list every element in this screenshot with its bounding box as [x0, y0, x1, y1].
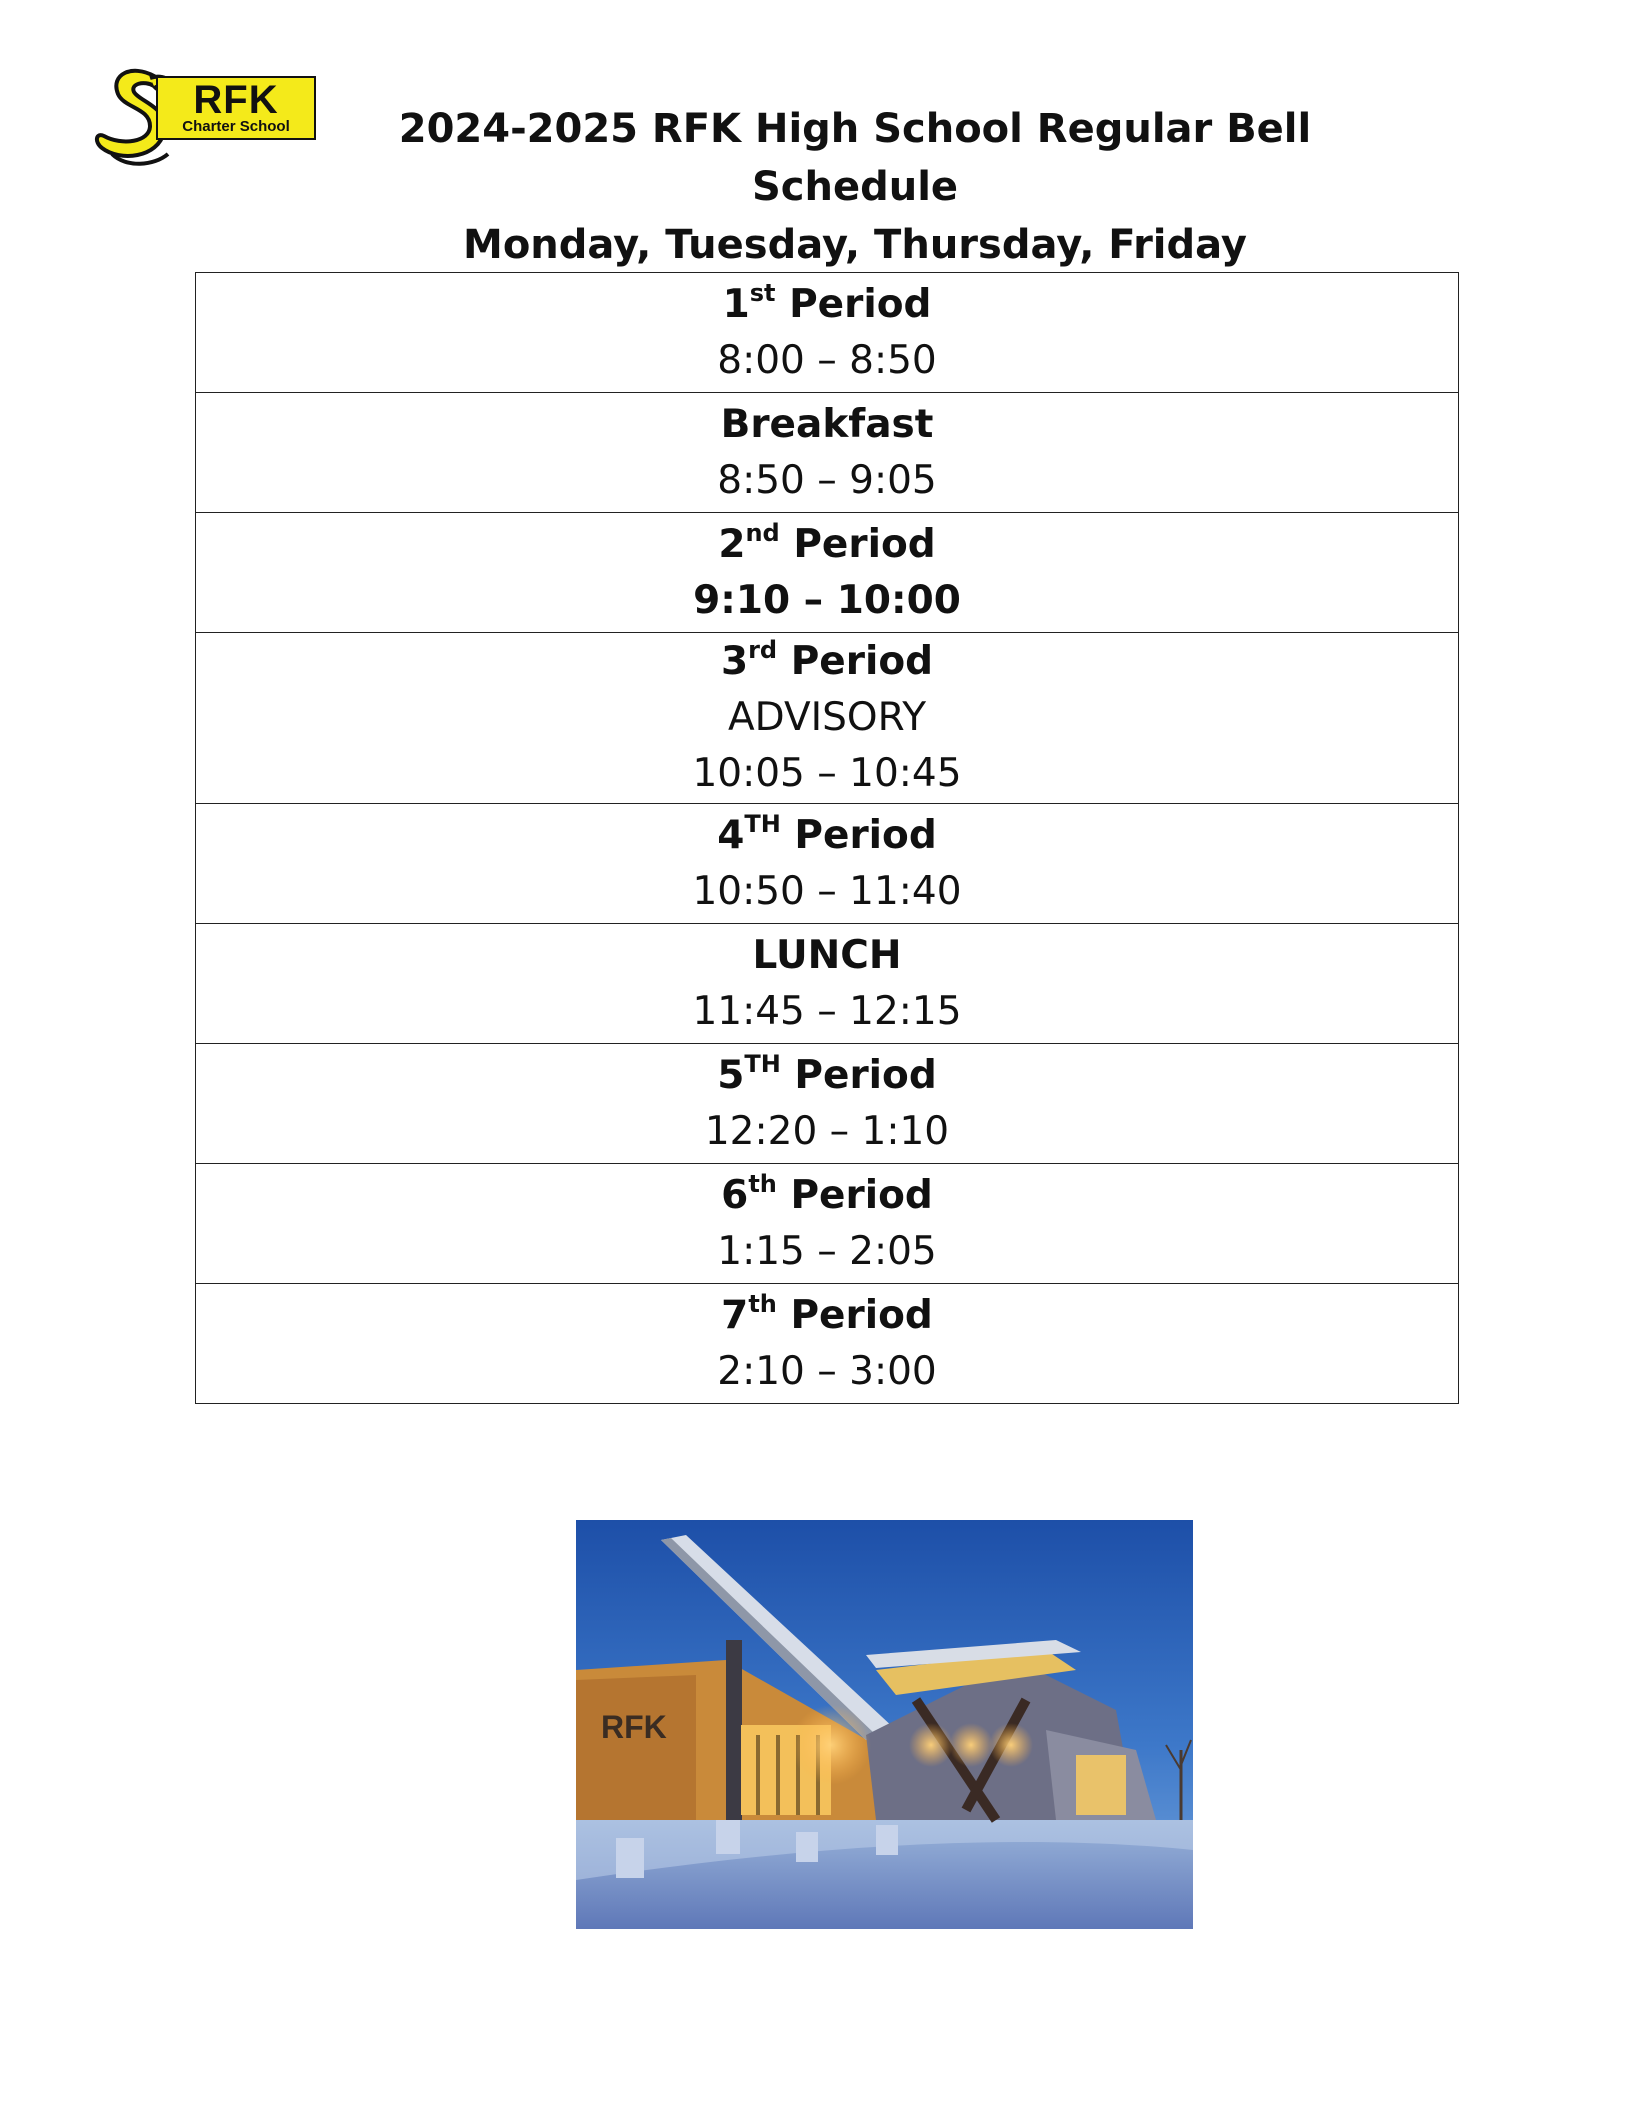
period-name — [196, 1048, 1458, 1104]
schedule-cell — [196, 633, 1459, 804]
schedule-row — [196, 1044, 1459, 1164]
period-name: LUNCH — [752, 932, 902, 978]
page-header — [330, 100, 1380, 274]
period-detail: ADVISORY — [727, 695, 927, 740]
period-number: 1 — [722, 281, 750, 327]
period-detail: 9:10 – 10:00 — [693, 577, 961, 623]
schedule-row — [196, 1164, 1459, 1284]
period-detail: 2:10 – 3:00 — [717, 1348, 937, 1394]
schedule-cell — [196, 804, 1459, 924]
schedule-row — [196, 393, 1459, 513]
schedule-row — [196, 633, 1459, 804]
period-label: Period — [793, 521, 936, 567]
period-name — [196, 1168, 1458, 1224]
period-label: Period — [790, 1172, 933, 1218]
schedule-row — [196, 1284, 1459, 1404]
period-ordinal-suffix: th — [748, 1289, 777, 1318]
period-name — [196, 277, 1458, 333]
schedule-row — [196, 804, 1459, 924]
period-detail: 11:45 – 12:15 — [692, 988, 962, 1034]
period-label: Period — [794, 812, 937, 858]
period-label: Period — [794, 1052, 937, 1098]
period-number: 4 — [717, 812, 745, 858]
period-name — [196, 517, 1458, 573]
period-ordinal-suffix: TH — [744, 809, 781, 838]
period-number: 6 — [721, 1172, 749, 1218]
logo-text: RFK — [193, 78, 279, 122]
period-label: Period — [789, 281, 932, 327]
schedule-cell — [196, 393, 1459, 513]
bell-schedule-table — [195, 272, 1459, 1404]
period-ordinal-suffix: nd — [745, 518, 780, 547]
schedule-cell — [196, 513, 1459, 633]
photo-sign-text: RFK — [601, 1709, 667, 1745]
schedule-cell — [196, 1164, 1459, 1284]
period-name — [196, 1288, 1458, 1344]
period-ordinal-suffix: TH — [744, 1049, 781, 1078]
period-name — [196, 634, 1458, 690]
period-detail: 10:05 – 10:45 — [692, 751, 962, 796]
school-logo — [92, 62, 328, 174]
period-name: Breakfast — [720, 401, 934, 447]
period-detail: 1:15 – 2:05 — [717, 1228, 937, 1274]
period-label: Period — [790, 639, 934, 684]
period-ordinal-suffix: st — [749, 278, 776, 307]
period-number: 2 — [718, 521, 746, 567]
period-detail: 10:50 – 11:40 — [692, 868, 962, 914]
period-label: Period — [790, 1292, 933, 1338]
schedule-cell — [196, 273, 1459, 393]
page-title: 2024-2025 RFK High School Regular Bell Schedule — [398, 106, 1312, 210]
school-building-image — [576, 1520, 1193, 1929]
period-number: 5 — [717, 1052, 745, 1098]
logo-badge — [156, 76, 316, 140]
schedule-cell — [196, 1044, 1459, 1164]
period-detail: 8:00 – 8:50 — [717, 337, 937, 383]
logo-subtext: Charter School — [182, 118, 290, 135]
schedule-row — [196, 513, 1459, 633]
school-building-photo — [576, 1520, 1193, 1929]
period-detail: 12:20 – 1:10 — [704, 1108, 950, 1154]
page-subtitle: Monday, Tuesday, Thursday, Friday — [463, 222, 1247, 268]
period-detail: 8:50 – 9:05 — [717, 457, 937, 503]
period-ordinal-suffix: th — [748, 1169, 777, 1198]
schedule-cell — [196, 924, 1459, 1044]
period-name — [196, 808, 1458, 864]
schedule-row — [196, 273, 1459, 393]
period-number: 7 — [721, 1292, 749, 1338]
period-ordinal-suffix: rd — [748, 636, 778, 664]
period-number: 3 — [720, 639, 749, 684]
schedule-cell — [196, 1284, 1459, 1404]
schedule-row — [196, 924, 1459, 1044]
